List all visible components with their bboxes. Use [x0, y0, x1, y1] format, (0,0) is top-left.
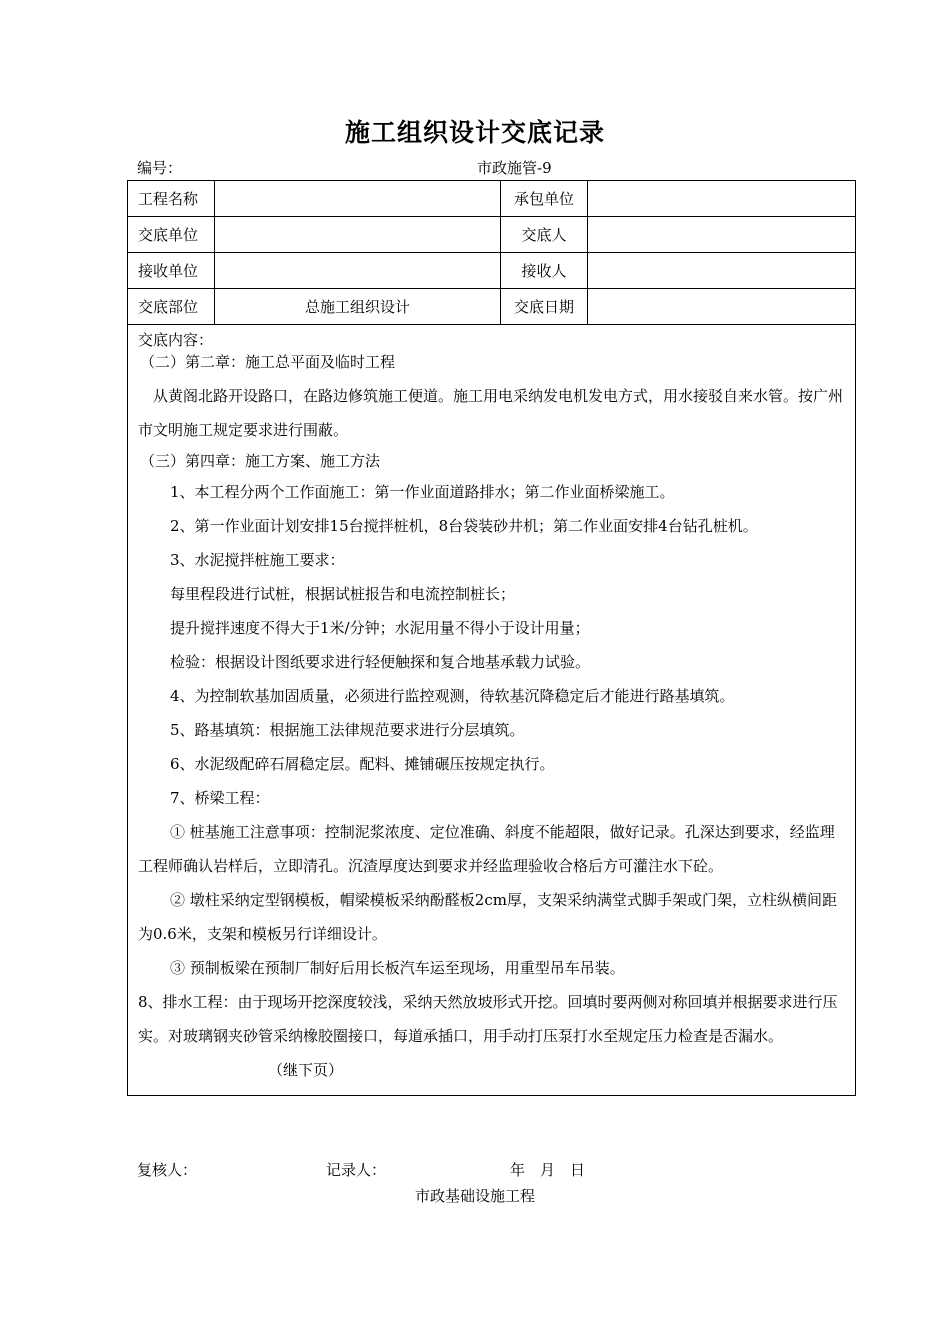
content-paragraph: 8、排水工程：由于现场开挖深度较浅，采纳天然放坡形式开挖。回填时要两侧对称回填并根据要求进行压实。对玻璃钢夹砂管采纳橡胶圈接口，每道承插口，用手动打压泵打水至规定压力检查是否漏水。	[138, 993, 838, 1045]
table-row	[128, 289, 856, 325]
content-paragraph: 检验：根据设计图纸要求进行轻便触探和复合地基承载力试验。	[170, 653, 591, 671]
content-paragraph: 7、桥梁工程：	[170, 789, 270, 807]
content-paragraph: （三）第四章：施工方案、施工方法	[140, 452, 381, 470]
content-paragraph: 提升搅拌速度不得大于1米/分钟；水泥用量不得小于设计用量；	[170, 619, 590, 637]
form-code: 市政施管-9	[477, 159, 552, 177]
receiving-unit-label: 接收单位	[128, 253, 215, 289]
table-row	[128, 217, 856, 253]
handover-part-value[interactable]: 总施工组织设计	[215, 289, 501, 325]
continued-note: （继下页）	[268, 1061, 344, 1079]
contractor-label: 承包单位	[501, 181, 588, 217]
content-paragraph: 4、为控制软基加固质量，必须进行监控观测，待软基沉降稳定后才能进行路基填筑。	[170, 687, 735, 705]
content-paragraph: ① 桩基施工注意事项：控制泥浆浓度、定位准确、斜度不能超限，做好记录。孔深达到要求，经监理工程师确认岩样后，立即清孔。沉渣厚度达到要求并经监理验收合格后方可灌注水下砼。	[138, 823, 835, 875]
receiver-label: 接收人	[501, 253, 588, 289]
page-title: 施工组织设计交底记录	[344, 118, 605, 147]
receiver-value[interactable]	[588, 253, 856, 289]
receiving-unit-value[interactable]	[215, 253, 501, 289]
handover-person-value[interactable]	[588, 217, 856, 253]
project-name-label: 工程名称	[128, 181, 215, 217]
handover-content	[138, 329, 845, 1087]
content-paragraph: 每里程段进行试桩，根据试桩报告和电流控制桩长；	[170, 585, 516, 603]
handover-part-label: 交底部位	[128, 289, 215, 325]
recorder-label: 记录人：	[326, 1161, 387, 1179]
content-paragraph: 从黄阁北路开设路口，在路边修筑施工便道。施工用电采纳发电机发电方式，用水接驳自来水管。按广州市文明施工规定要求进行围蔽。	[138, 387, 844, 439]
table-row	[128, 181, 856, 217]
content-paragraph: ③ 预制板梁在预制厂制好后用长板汽车运至现场，用重型吊车吊装。	[170, 959, 625, 977]
project-name-value[interactable]	[215, 181, 501, 217]
reviewer-label: 复核人：	[137, 1161, 198, 1179]
handover-unit-value[interactable]	[215, 217, 501, 253]
content-paragraph: 3、水泥搅拌桩施工要求：	[170, 551, 345, 569]
handover-form-table	[127, 180, 856, 1096]
organization-footer: 市政基础设施工程	[414, 1187, 535, 1205]
number-label: 编号：	[137, 159, 183, 177]
content-paragraph: 6、水泥级配碎石屑稳定层。配料、摊铺碾压按规定执行。	[170, 755, 555, 773]
handover-unit-label: 交底单位	[128, 217, 215, 253]
contractor-value[interactable]	[588, 181, 856, 217]
content-paragraph: 1、本工程分两个工作面施工：第一作业面道路排水；第二作业面桥梁施工。	[170, 483, 675, 501]
handover-date-value[interactable]	[588, 289, 856, 325]
handover-date-label: 交底日期	[501, 289, 588, 325]
content-paragraph: 2、第一作业面计划安排15台搅拌桩机，8台袋装砂井机；第二作业面安排4台钻孔桩机。	[170, 517, 758, 535]
content-row	[128, 325, 856, 1096]
date-label: 年 月 日	[510, 1161, 586, 1179]
content-label: 交底内容：	[138, 331, 214, 349]
handover-content-cell	[128, 325, 856, 1096]
content-paragraph: （二）第二章：施工总平面及临时工程	[140, 353, 396, 371]
handover-person-label: 交底人	[501, 217, 588, 253]
table-row	[128, 253, 856, 289]
content-paragraph: 5、路基填筑：根据施工法律规范要求进行分层填筑。	[170, 721, 525, 739]
content-paragraph: ② 墩柱采纳定型钢模板，帽梁模板采纳酚醛板2cm厚，支架采纳满堂式脚手架或门架，立柱纵横间距为0.6米，支架和模板另行详细设计。	[138, 891, 837, 943]
